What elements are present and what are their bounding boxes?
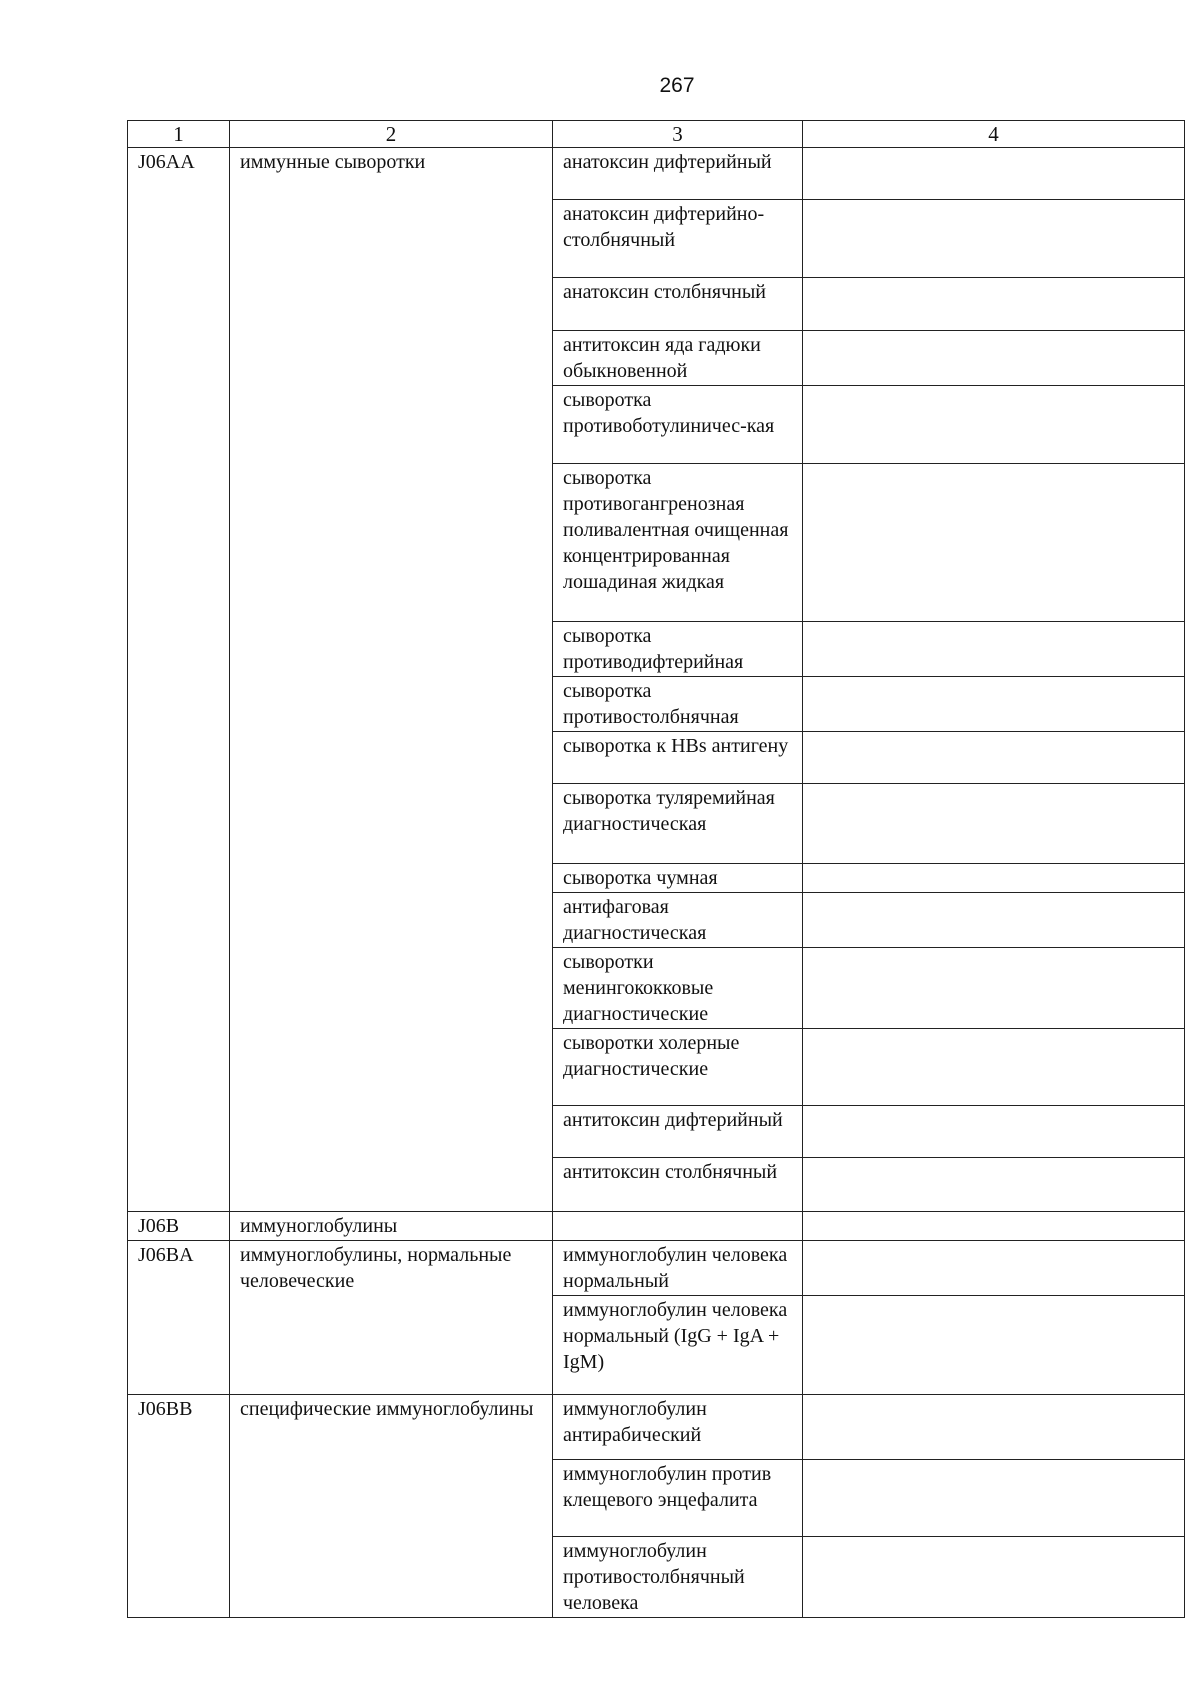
dosage-form-cell <box>803 464 1185 622</box>
drug-name-cell: анатоксин дифтерийно-столбнячный <box>553 200 803 278</box>
drug-name-cell: иммуноглобулин антирабический <box>553 1395 803 1460</box>
drug-name-cell: сыворотка к HBs антигену <box>553 732 803 784</box>
drug-name-cell <box>553 1212 803 1241</box>
atc-code-cell: J06AA <box>128 148 230 1212</box>
drug-name-cell: анатоксин столбнячный <box>553 278 803 331</box>
dosage-form-cell <box>803 1241 1185 1296</box>
dosage-form-cell <box>803 278 1185 331</box>
drug-name-cell: антитоксин яда гадюки обыкновенной <box>553 331 803 386</box>
atc-code-cell: J06BB <box>128 1395 230 1618</box>
dosage-form-cell <box>803 1537 1185 1618</box>
drug-name-cell: иммуноглобулин против клещевого энцефалита <box>553 1460 803 1537</box>
dosage-form-cell <box>803 1106 1185 1158</box>
dosage-form-cell <box>803 1212 1185 1241</box>
table-body <box>128 148 1185 1618</box>
dosage-form-cell <box>803 864 1185 893</box>
dosage-form-cell <box>803 948 1185 1029</box>
drug-name-cell: иммуноглобулин противостолбнячный человека <box>553 1537 803 1618</box>
column-header-4: 4 <box>803 121 1185 148</box>
dosage-form-cell <box>803 893 1185 948</box>
drug-name-cell: сыворотка противодифтерийная <box>553 622 803 677</box>
group-name-cell: иммунные сыворотки <box>230 148 553 1212</box>
dosage-form-cell <box>803 331 1185 386</box>
drug-name-cell: антифаговая диагностическая <box>553 893 803 948</box>
table-row <box>128 1395 1185 1460</box>
dosage-form-cell <box>803 386 1185 464</box>
drug-name-cell: иммуноглобулин человека нормальный <box>553 1241 803 1296</box>
dosage-form-cell <box>803 1460 1185 1537</box>
drug-name-cell: сыворотка чумная <box>553 864 803 893</box>
drug-name-cell: анатоксин дифтерийный <box>553 148 803 200</box>
atc-code-cell: J06BA <box>128 1241 230 1395</box>
drug-name-cell: сыворотка противогангренозная поливалентная очищенная концентрированная лошадиная жидкая <box>553 464 803 622</box>
column-header-1: 1 <box>128 121 230 148</box>
drug-name-cell: сыворотка противостолбнячная <box>553 677 803 732</box>
dosage-form-cell <box>803 677 1185 732</box>
dosage-form-cell <box>803 1296 1185 1395</box>
drug-name-cell: антитоксин дифтерийный <box>553 1106 803 1158</box>
page-number: 267 <box>659 74 695 97</box>
atc-code-cell: J06B <box>128 1212 230 1241</box>
drug-name-cell: сыворотки менингококковые диагностические <box>553 948 803 1029</box>
table-row <box>128 1212 1185 1241</box>
column-header-2: 2 <box>230 121 553 148</box>
column-number-row <box>128 121 1185 148</box>
table-row <box>128 1241 1185 1296</box>
drug-name-cell: антитоксин столбнячный <box>553 1158 803 1212</box>
dosage-form-cell <box>803 784 1185 864</box>
drug-classification-table <box>127 120 1185 1618</box>
drug-name-cell: сыворотки холерные диагностические <box>553 1029 803 1106</box>
dosage-form-cell <box>803 1029 1185 1106</box>
drug-name-cell: сыворотка противоботулиничес-кая <box>553 386 803 464</box>
group-name-cell: иммуноглобулины <box>230 1212 553 1241</box>
drug-name-cell: иммуноглобулин человека нормальный (IgG + IgA + IgM) <box>553 1296 803 1395</box>
dosage-form-cell <box>803 732 1185 784</box>
dosage-form-cell <box>803 1158 1185 1212</box>
dosage-form-cell <box>803 622 1185 677</box>
dosage-form-cell <box>803 1395 1185 1460</box>
dosage-form-cell <box>803 200 1185 278</box>
table-row <box>128 148 1185 200</box>
group-name-cell: иммуноглобулины, нормальные человеческие <box>230 1241 553 1395</box>
drug-name-cell: сыворотка туляремийная диагностическая <box>553 784 803 864</box>
group-name-cell: специфические иммуноглобулины <box>230 1395 553 1618</box>
dosage-form-cell <box>803 148 1185 200</box>
column-header-3: 3 <box>553 121 803 148</box>
